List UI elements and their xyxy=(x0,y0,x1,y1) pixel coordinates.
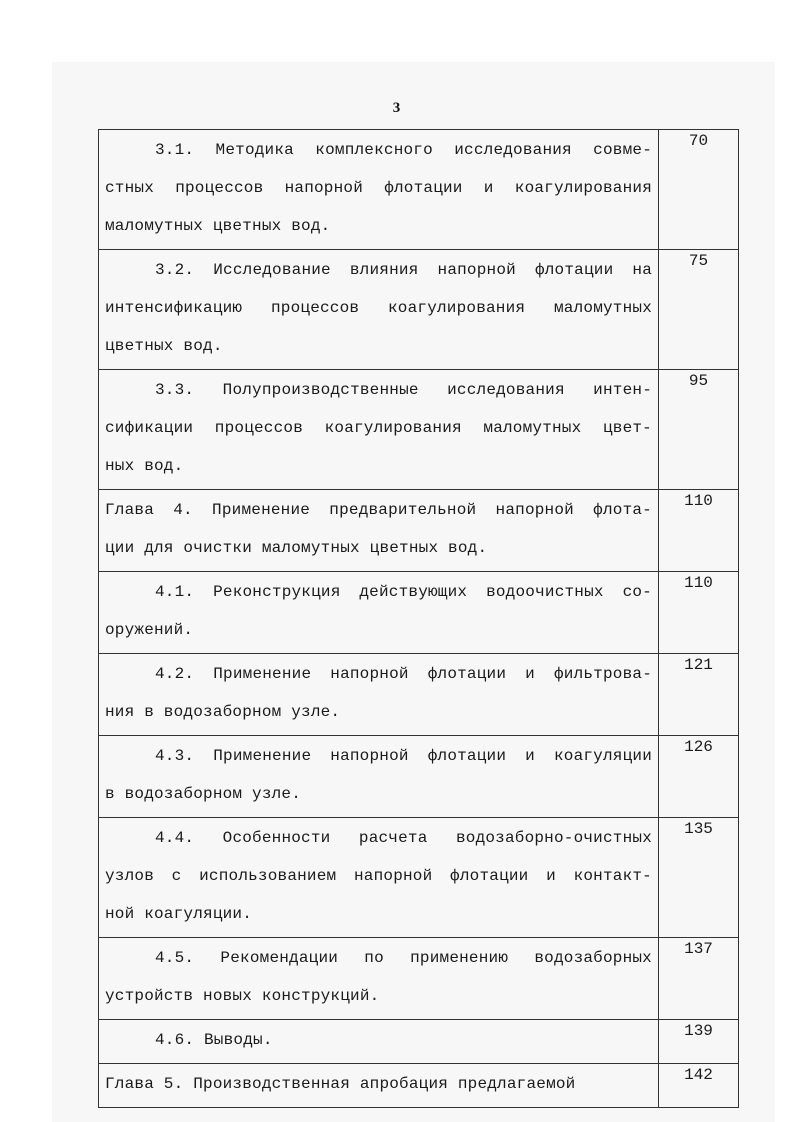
toc-entry-line: в водозаборном узле. xyxy=(105,785,302,803)
page-number: 3 xyxy=(392,100,401,116)
toc-entry-line: 3.3. Полупроизводственные исследования интен- xyxy=(155,381,652,399)
toc-entry-title xyxy=(99,938,659,1020)
toc-entry-line: ния в водозаборном узле. xyxy=(105,703,341,721)
toc-entry-page: 121 xyxy=(659,654,739,736)
toc-row xyxy=(99,370,739,490)
toc-row xyxy=(99,1020,739,1064)
toc-entry-line: ной коагуляции. xyxy=(105,905,253,923)
toc-entry-line: 4.3. Применение напорной флотации и коагуляции xyxy=(155,747,652,765)
toc-entry-title xyxy=(99,818,659,938)
toc-body xyxy=(99,130,739,1108)
toc-entry-line: 4.5. Рекомендации по применению водозаборных xyxy=(155,949,652,967)
toc-entry-page: 139 xyxy=(659,1020,739,1064)
toc-row xyxy=(99,818,739,938)
toc-entry-title xyxy=(99,250,659,370)
toc-row xyxy=(99,572,739,654)
toc-row xyxy=(99,130,739,250)
toc-entry-line: ных вод. xyxy=(105,457,184,475)
toc-row xyxy=(99,938,739,1020)
toc-entry-page: 75 xyxy=(659,250,739,370)
toc-entry-title xyxy=(99,130,659,250)
toc-entry-page: 110 xyxy=(659,490,739,572)
toc-entry-page: 135 xyxy=(659,818,739,938)
toc-entry-line: 4.4. Особенности расчета водозаборно-очистных xyxy=(155,829,652,847)
toc-entry-title xyxy=(99,736,659,818)
toc-entry-page: 110 xyxy=(659,572,739,654)
toc-entry-line: интенсификацию процессов коагулирования маломутных xyxy=(105,299,652,317)
toc-row xyxy=(99,490,739,572)
toc-entry-line: узлов с использованием напорной флотации и контакт- xyxy=(105,867,652,885)
table-of-contents xyxy=(98,129,739,1108)
toc-entry-line: 4.2. Применение напорной флотации и фильтрова- xyxy=(155,665,652,683)
toc-entry-page: 95 xyxy=(659,370,739,490)
toc-entry-title xyxy=(99,1064,659,1108)
toc-entry-page: 137 xyxy=(659,938,739,1020)
toc-entry-page: 142 xyxy=(659,1064,739,1108)
toc-entry-line: устройств новых конструкций. xyxy=(105,987,380,1005)
toc-entry-line: 3.1. Методика комплексного исследования совме- xyxy=(155,141,652,159)
toc-entry-title xyxy=(99,490,659,572)
toc-entry-line: 3.2. Исследование влияния напорной флотации на xyxy=(155,261,652,279)
toc-row xyxy=(99,654,739,736)
toc-entry-line: маломутных цветных вод. xyxy=(105,217,331,235)
toc-entry-line: 4.1. Реконструкция действующих водоочистных со- xyxy=(155,583,652,601)
toc-entry-page: 70 xyxy=(659,130,739,250)
toc-entry-line: цветных вод. xyxy=(105,337,223,355)
toc-entry-title xyxy=(99,572,659,654)
toc-entry-line: 4.6. Выводы. xyxy=(155,1031,273,1049)
toc-entry-line: сификации процессов коагулирования маломутных цвет- xyxy=(105,419,652,437)
toc-entry-line: Глава 4. Применение предварительной напорной флота- xyxy=(105,501,652,519)
toc-entry-line: оружений. xyxy=(105,621,194,639)
toc-entry-line: Глава 5. Производственная апробация предлагаемой xyxy=(105,1075,576,1093)
toc-entry-title xyxy=(99,370,659,490)
toc-entry-line: ции для очистки маломутных цветных вод. xyxy=(105,539,488,557)
toc-entry-title xyxy=(99,1020,659,1064)
toc-entry-page: 126 xyxy=(659,736,739,818)
toc-entry-title xyxy=(99,654,659,736)
toc-entry-line: стных процессов напорной флотации и коагулирования xyxy=(105,179,652,197)
toc-row xyxy=(99,736,739,818)
toc-row xyxy=(99,1064,739,1108)
toc-row xyxy=(99,250,739,370)
